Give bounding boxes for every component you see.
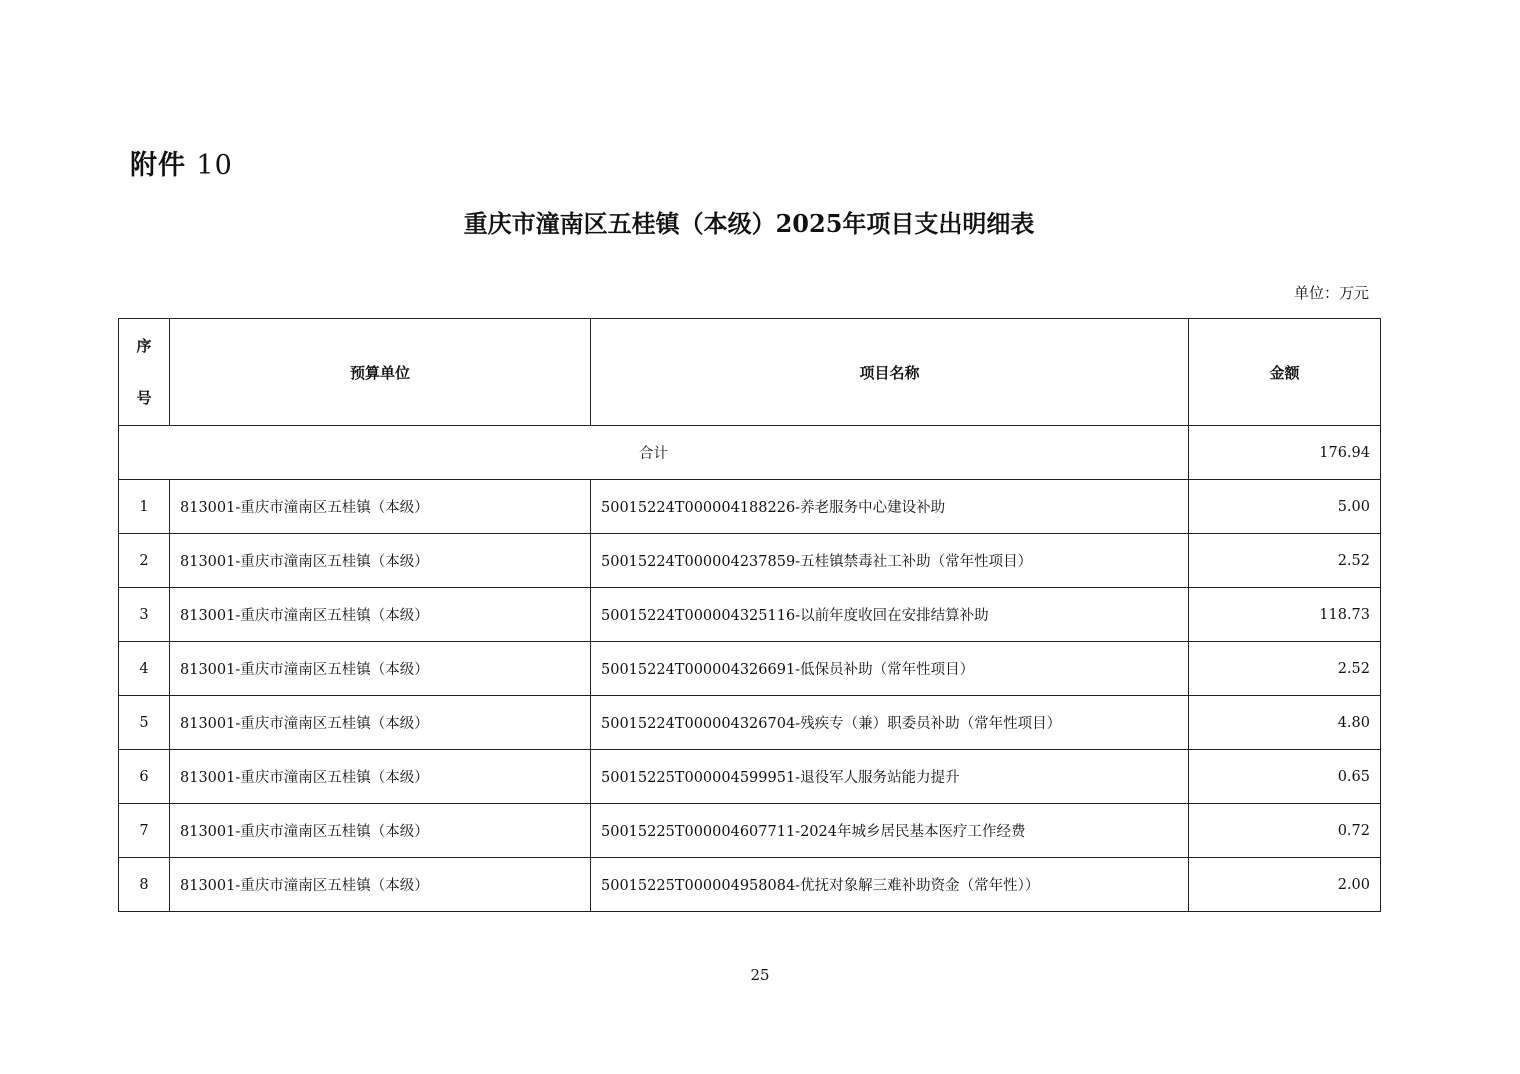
row-project-name: 50015225T000004607711-2024年城乡居民基本医疗工作经费 (591, 804, 1189, 858)
row-seq: 1 (119, 480, 170, 534)
total-amount: 176.94 (1189, 426, 1381, 480)
header-seq (119, 319, 170, 426)
unit-label: 单位：万元 (1293, 284, 1369, 302)
row-budget-unit: 813001-重庆市潼南区五桂镇（本级） (170, 534, 591, 588)
attachment-prefix: 附件 (130, 150, 186, 181)
header-project-name: 项目名称 (591, 319, 1189, 426)
row-budget-unit: 813001-重庆市潼南区五桂镇（本级） (170, 588, 591, 642)
table-row (119, 588, 1381, 642)
row-budget-unit: 813001-重庆市潼南区五桂镇（本级） (170, 642, 591, 696)
row-budget-unit: 813001-重庆市潼南区五桂镇（本级） (170, 858, 591, 912)
table-header-row (119, 319, 1381, 426)
row-amount: 4.80 (1189, 696, 1381, 750)
row-project-name: 50015225T000004958084-优抚对象解三难补助资金（常年性）） (591, 858, 1189, 912)
project-expenditure-table (118, 318, 1381, 912)
row-project-name: 50015224T000004325116-以前年度收回在安排结算补助 (591, 588, 1189, 642)
row-budget-unit: 813001-重庆市潼南区五桂镇（本级） (170, 696, 591, 750)
table-row (119, 750, 1381, 804)
row-seq: 6 (119, 750, 170, 804)
row-amount: 118.73 (1189, 588, 1381, 642)
header-seq-bottom: 号 (136, 389, 152, 407)
row-amount: 0.65 (1189, 750, 1381, 804)
row-seq: 3 (119, 588, 170, 642)
row-amount: 2.52 (1189, 642, 1381, 696)
row-budget-unit: 813001-重庆市潼南区五桂镇（本级） (170, 480, 591, 534)
row-project-name: 50015224T000004326704-残疾专（兼）职委员补助（常年性项目） (591, 696, 1189, 750)
row-seq: 5 (119, 696, 170, 750)
row-project-name: 50015224T000004188226-养老服务中心建设补助 (591, 480, 1189, 534)
row-amount: 5.00 (1189, 480, 1381, 534)
row-project-name: 50015224T000004237859-五桂镇禁毒社工补助（常年性项目） (591, 534, 1189, 588)
row-budget-unit: 813001-重庆市潼南区五桂镇（本级） (170, 804, 591, 858)
attachment-number: 10 (196, 150, 233, 181)
table-row (119, 804, 1381, 858)
row-amount: 0.72 (1189, 804, 1381, 858)
row-seq: 7 (119, 804, 170, 858)
row-amount: 2.00 (1189, 858, 1381, 912)
table-row (119, 696, 1381, 750)
row-amount: 2.52 (1189, 534, 1381, 588)
table-row (119, 642, 1381, 696)
header-budget-unit: 预算单位 (170, 319, 591, 426)
page-title: 重庆市潼南区五桂镇（本级）2025年项目支出明细表 (463, 209, 1035, 238)
row-seq: 2 (119, 534, 170, 588)
attachment-label (130, 143, 233, 182)
row-project-name: 50015224T000004326691-低保员补助（常年性项目） (591, 642, 1189, 696)
header-seq-top: 序 (136, 337, 152, 355)
table-row (119, 858, 1381, 912)
row-seq: 8 (119, 858, 170, 912)
table-row (119, 480, 1381, 534)
table-row (119, 534, 1381, 588)
row-budget-unit: 813001-重庆市潼南区五桂镇（本级） (170, 750, 591, 804)
row-project-name: 50015225T000004599951-退役军人服务站能力提升 (591, 750, 1189, 804)
total-label: 合计 (119, 426, 1189, 480)
row-seq: 4 (119, 642, 170, 696)
total-row (119, 426, 1381, 480)
page-number: 25 (750, 966, 770, 984)
header-amount: 金额 (1189, 319, 1381, 426)
